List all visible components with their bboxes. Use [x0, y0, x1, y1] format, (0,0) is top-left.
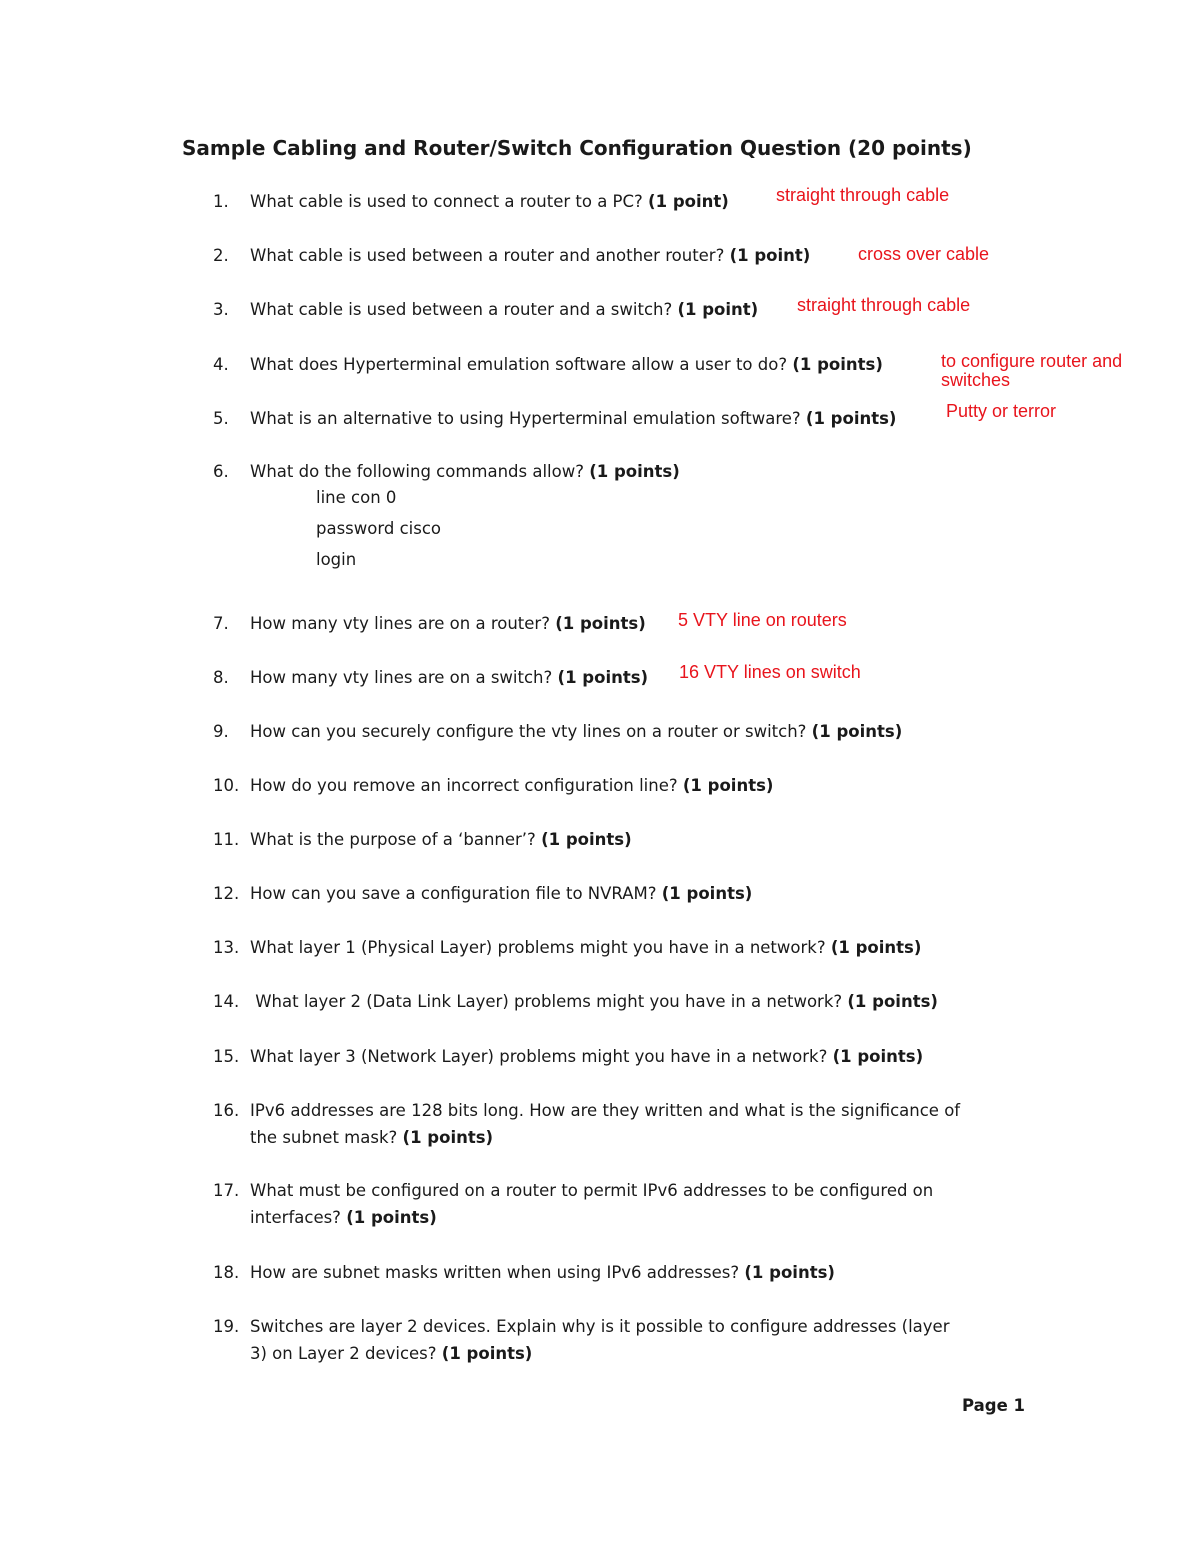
- page-title: Sample Cabling and Router/Switch Configuration Question (20 points): [182, 136, 972, 160]
- question-text: What layer 1 (Physical Layer) problems might you have in a network?: [250, 938, 826, 957]
- question-14: [213, 988, 938, 1015]
- question-text: What cable is used between a router and another router?: [250, 246, 725, 265]
- question-11: [213, 826, 632, 853]
- question-number: 1.: [213, 192, 229, 211]
- command-line-2: password cisco: [316, 519, 441, 538]
- question-points: (1 points): [792, 355, 883, 374]
- answer-4-line-1: to configure router and: [941, 351, 1123, 371]
- question-text: What layer 3 (Network Layer) problems might you have in a network?: [250, 1047, 828, 1066]
- question-9: [213, 718, 902, 745]
- question-text: How can you save a configuration file to NVRAM?: [250, 884, 657, 903]
- question-points: (1 point): [729, 246, 811, 265]
- page-number: Page 1: [962, 1396, 1026, 1415]
- question-number: 12.: [213, 884, 240, 903]
- question-18: [213, 1259, 835, 1286]
- question-number: 16.: [213, 1101, 240, 1120]
- question-text: How many vty lines are on a router?: [250, 614, 550, 633]
- answer-1: straight through cable: [776, 185, 950, 205]
- question-12: [213, 880, 752, 907]
- question-text: Switches are layer 2 devices. Explain why is it possible to configure addresses (layer: [250, 1317, 950, 1336]
- question-17: [213, 1177, 933, 1231]
- question-number: 6.: [213, 462, 229, 481]
- question-text: What does Hyperterminal emulation software allow a user to do?: [250, 355, 788, 374]
- question-points: (1 points): [555, 614, 646, 633]
- answer-8: 16 VTY lines on switch: [679, 662, 861, 682]
- command-line-1: line con 0: [316, 488, 397, 507]
- question-number: 15.: [213, 1047, 240, 1066]
- question-13: [213, 934, 921, 961]
- question-7: [213, 610, 646, 637]
- question-points: (1 points): [346, 1208, 437, 1227]
- question-number: 9.: [213, 722, 229, 741]
- question-number: 18.: [213, 1263, 240, 1282]
- question-number: 8.: [213, 668, 229, 687]
- question-text: How can you securely configure the vty lines on a router or switch?: [250, 722, 807, 741]
- question-continuation: [213, 1340, 950, 1367]
- question-points: (1 points): [541, 830, 632, 849]
- question-16: [213, 1097, 960, 1151]
- question-4: [213, 351, 883, 378]
- question-continuation: [213, 1204, 933, 1231]
- question-text: What is the purpose of a ‘banner’?: [250, 830, 536, 849]
- command-line-3: login: [316, 550, 357, 569]
- question-text-2: the subnet mask?: [250, 1128, 398, 1147]
- question-19: [213, 1313, 950, 1367]
- question-points: (1 points): [441, 1344, 533, 1363]
- question-number: 3.: [213, 300, 229, 319]
- answer-4-line-2: switches: [941, 370, 1011, 390]
- question-number: 14.: [213, 992, 240, 1011]
- question-text: How are subnet masks written when using IPv6 addresses?: [250, 1263, 740, 1282]
- question-text: What layer 2 (Data Link Layer) problems might you have in a network?: [250, 992, 843, 1011]
- question-text: How many vty lines are on a switch?: [250, 668, 553, 687]
- answer-3: straight through cable: [797, 295, 971, 315]
- question-points: (1 point): [648, 192, 729, 211]
- question-6: [213, 458, 680, 485]
- question-points: (1 points): [847, 992, 938, 1011]
- question-points: (1 points): [832, 1047, 924, 1066]
- question-points: (1 point): [677, 300, 759, 319]
- question-number: 19.: [213, 1317, 240, 1336]
- question-8: [213, 664, 648, 691]
- question-text-2: 3) on Layer 2 devices?: [250, 1344, 437, 1363]
- question-continuation: [213, 1124, 960, 1151]
- question-points: (1 points): [589, 462, 680, 481]
- question-points: (1 points): [402, 1128, 494, 1147]
- question-text: What is an alternative to using Hyperterminal emulation software?: [250, 409, 801, 428]
- question-text: What cable is used between a router and a switch?: [250, 300, 673, 319]
- question-number: 11.: [213, 830, 240, 849]
- question-points: (1 points): [557, 668, 649, 687]
- answer-2: cross over cable: [858, 244, 990, 264]
- question-points: (1 points): [805, 409, 897, 428]
- question-10: [213, 772, 773, 799]
- question-number: 13.: [213, 938, 240, 957]
- answer-7: 5 VTY line on routers: [678, 610, 847, 630]
- question-number: 10.: [213, 776, 240, 795]
- question-2: [213, 242, 810, 269]
- question-1: [213, 188, 729, 215]
- question-text: What must be configured on a router to permit IPv6 addresses to be configured on: [250, 1181, 934, 1200]
- question-number: 7.: [213, 614, 229, 633]
- answer-5: Putty or terror: [946, 401, 1057, 421]
- question-text: IPv6 addresses are 128 bits long. How are they written and what is the significance of: [250, 1101, 961, 1120]
- question-text: How do you remove an incorrect configuration line?: [250, 776, 678, 795]
- question-points: (1 points): [744, 1263, 835, 1282]
- question-number: 4.: [213, 355, 229, 374]
- question-15: [213, 1043, 923, 1070]
- question-text: What do the following commands allow?: [250, 462, 584, 481]
- question-5: [213, 405, 896, 432]
- question-points: (1 points): [661, 884, 753, 903]
- question-text: What cable is used to connect a router to a PC?: [250, 192, 643, 211]
- question-points: (1 points): [830, 938, 922, 957]
- question-number: 17.: [213, 1181, 240, 1200]
- question-text-2: interfaces?: [250, 1208, 341, 1227]
- question-points: (1 points): [811, 722, 903, 741]
- question-points: (1 points): [682, 776, 774, 795]
- question-3: [213, 296, 758, 323]
- question-number: 2.: [213, 246, 229, 265]
- question-number: 5.: [213, 409, 229, 428]
